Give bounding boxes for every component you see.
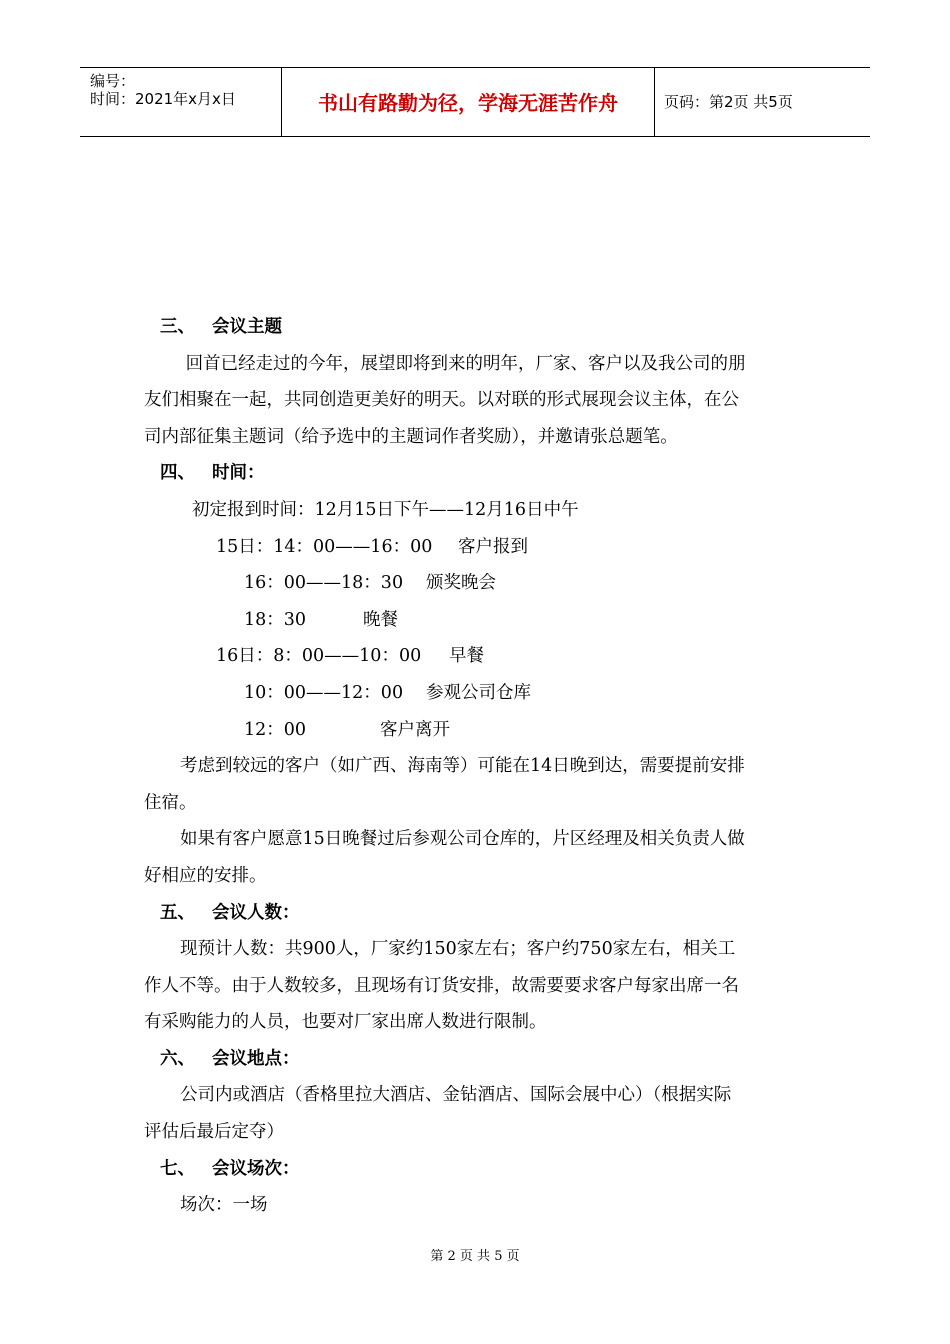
schedule-time: 10：00——12：00 xyxy=(244,682,404,703)
document-date-label: 时间：2021年x月x日 xyxy=(90,90,236,108)
paragraph-line: 考虑到较远的客户（如广西、海南等）可能在14日晚到达，需要提前安排 xyxy=(180,756,745,777)
document-id-label: 编号： xyxy=(90,72,136,90)
paragraph-line: 好相应的安排。 xyxy=(144,865,267,886)
header-page-number: 页码：第2页 共5页 xyxy=(664,93,793,111)
paragraph-line: 有采购能力的人员，也要对厂家出席人数进行限制。 xyxy=(144,1012,547,1033)
paragraph-line: 司内部征集主题词（给予选中的主题词作者奖励），并邀请张总题笔。 xyxy=(144,426,678,447)
schedule-event: 客户报到 xyxy=(458,536,528,557)
schedule-row xyxy=(144,565,808,602)
schedule-event: 客户离开 xyxy=(380,719,450,740)
document-body xyxy=(144,309,808,1224)
paragraph-line: 回首已经走过的今年，展望即将到来的明年，厂家、客户以及我公司的朋 xyxy=(180,353,746,374)
schedule-time: 18：30 xyxy=(244,609,307,630)
section-number: 七、 xyxy=(160,1158,195,1179)
schedule-time: 16：00——18：30 xyxy=(244,573,404,594)
paragraph-line: 现预计人数：共900人，厂家约150家左右；客户约750家左右，相关工 xyxy=(180,939,736,960)
paragraph-line: 公司内或酒店（香格里拉大酒店、金钻酒店、国际会展中心）（根据实际 xyxy=(180,1085,732,1106)
schedule-time: 16日：8：00——10：00 xyxy=(216,646,422,667)
schedule-row xyxy=(144,675,808,712)
section-number: 五、 xyxy=(160,902,195,923)
section-heading xyxy=(144,455,808,492)
section-heading xyxy=(144,309,808,346)
paragraph-line: 作人不等。由于人数较多，且现场有订货安排，故需要要求客户每家出席一名 xyxy=(144,975,739,996)
header-motto: 书山有路勤为径，学海无涯苦作舟 xyxy=(318,91,618,115)
section-heading xyxy=(144,1151,808,1188)
section-heading xyxy=(144,895,808,932)
section-title: 会议主题 xyxy=(212,317,282,337)
schedule-row xyxy=(144,712,808,749)
schedule-event: 晚餐 xyxy=(363,609,398,630)
section-title: 会议场次： xyxy=(212,1158,300,1179)
section-number: 四、 xyxy=(160,463,195,484)
schedule-time: 15日：14：00——16：00 xyxy=(216,536,433,557)
schedule-time: 12：00 xyxy=(244,719,307,740)
paragraph-line: 评估后最后定夺） xyxy=(144,1122,284,1143)
section-number: 六、 xyxy=(160,1048,195,1069)
paragraph-line: 初定报到时间：12月15日下午——12月16日中午 xyxy=(192,499,579,520)
header-divider xyxy=(654,68,655,136)
page-header xyxy=(80,67,870,137)
schedule-event: 早餐 xyxy=(449,646,484,667)
schedule-row xyxy=(144,602,808,639)
schedule-row xyxy=(144,638,808,675)
section-number: 三、 xyxy=(160,317,195,337)
schedule-row xyxy=(144,529,808,566)
paragraph-line: 场次：一场 xyxy=(180,1195,268,1216)
schedule-event: 参观公司仓库 xyxy=(426,682,531,703)
paragraph-line: 如果有客户愿意15日晚餐过后参观公司仓库的，片区经理及相关负责人做 xyxy=(180,829,745,850)
section-title: 会议人数： xyxy=(212,902,300,923)
paragraph-line: 友们相聚在一起，共同创造更美好的明天。以对联的形式展现会议主体，在公 xyxy=(144,390,739,411)
header-meta xyxy=(90,72,236,108)
schedule-event: 颁奖晚会 xyxy=(426,573,496,594)
section-title: 会议地点： xyxy=(212,1048,300,1069)
section-title: 时间： xyxy=(212,463,265,484)
page-footer: 第 2 页 共 5 页 xyxy=(430,1249,520,1264)
section-heading xyxy=(144,1041,808,1078)
paragraph-line: 住宿。 xyxy=(144,792,197,813)
